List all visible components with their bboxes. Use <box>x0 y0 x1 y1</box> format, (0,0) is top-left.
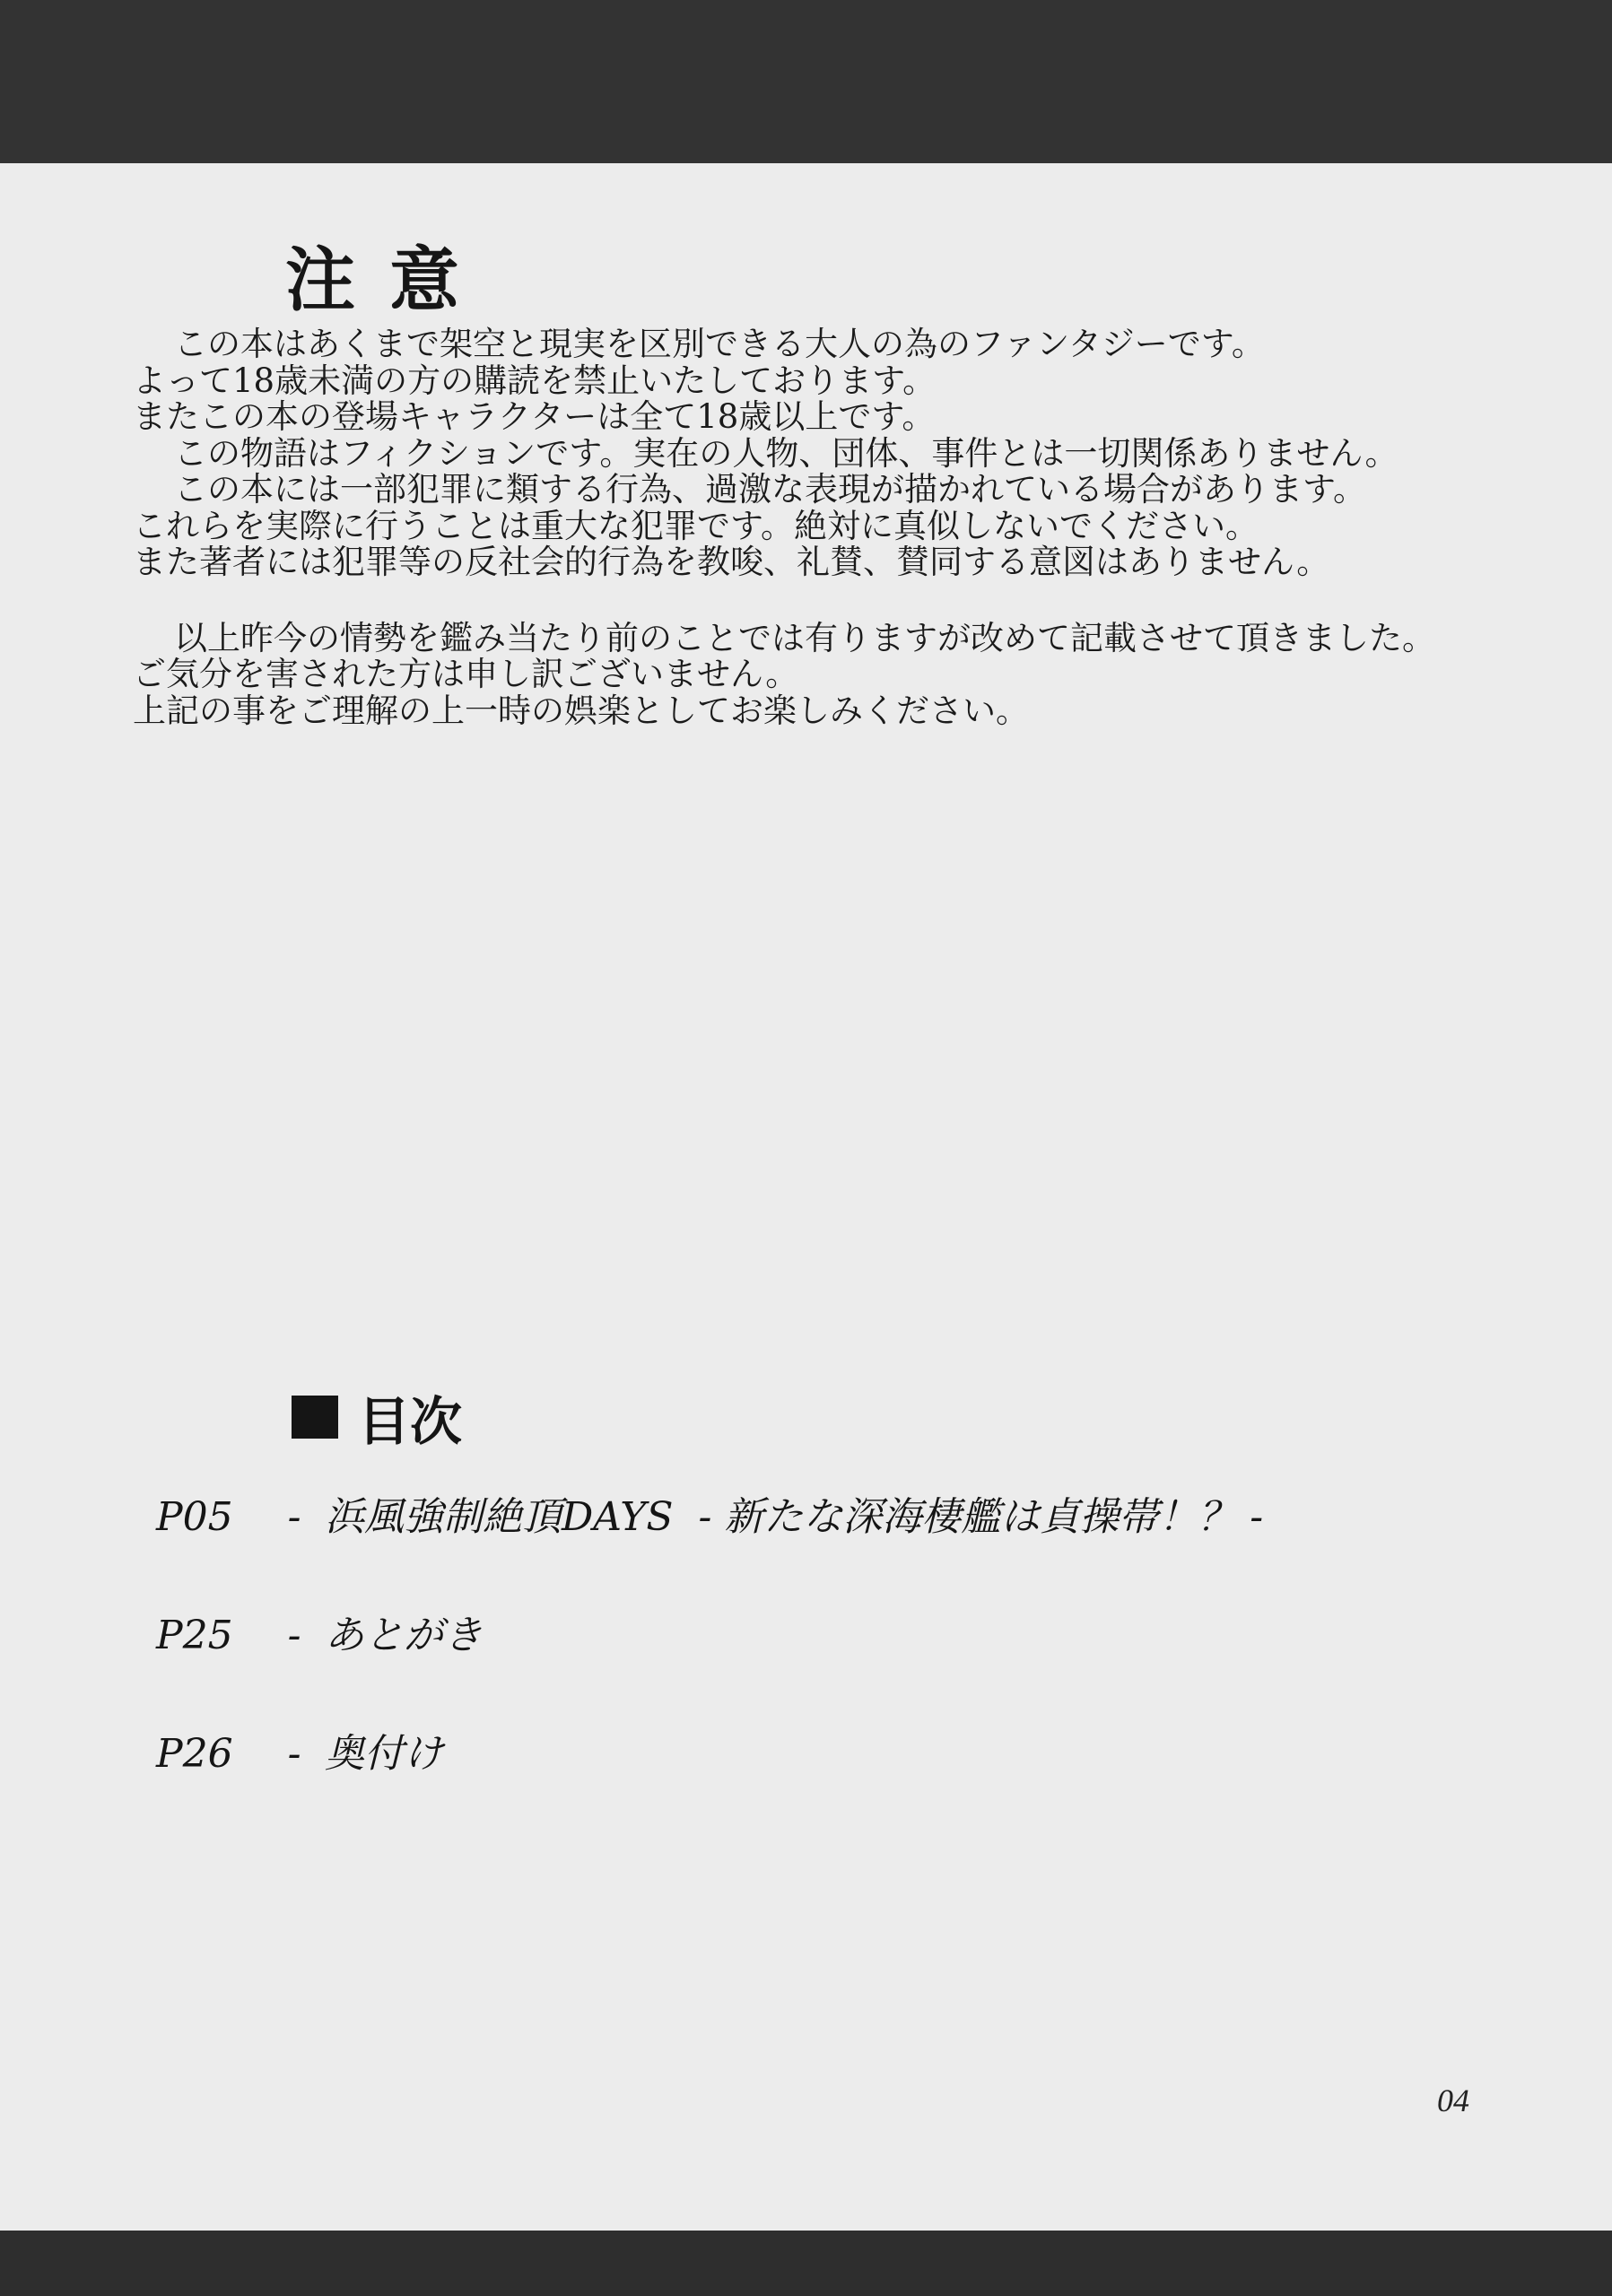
notice-line: ご気分を害された方は申し訳ございません。 <box>133 655 799 693</box>
toc-list <box>156 1491 1263 1846</box>
toc-heading <box>292 1379 462 1455</box>
toc-title: 浜風強制絶頂DAYS <box>325 1494 674 1540</box>
toc-page-number: P25 <box>156 1613 233 1658</box>
toc-entry <box>156 1491 1263 1609</box>
toc-dash: - <box>287 1613 301 1658</box>
toc-dash: - <box>287 1731 301 1777</box>
toc-title: あとがき <box>325 1613 483 1658</box>
page-number: 04 <box>1437 2083 1469 2118</box>
toc-entry <box>156 1727 1263 1846</box>
notice-title: 注意 <box>285 239 494 321</box>
top-scan-border <box>0 0 1612 163</box>
paragraph-gap <box>133 581 1532 621</box>
toc-dash: - <box>287 1494 301 1540</box>
toc-subtitle: - 新たな深海棲艦は貞操帯！？ - <box>698 1494 1264 1540</box>
notice-line: 以上昨今の情勢を鑑み当たり前のことでは有りますが改めて記載させて頂きました。 <box>174 618 1435 657</box>
bottom-scan-border <box>0 2231 1612 2296</box>
notice-line: この物語はフィクションです。実在の人物、団体、事件とは一切関係ありません。 <box>174 433 1399 473</box>
toc-page-number: P26 <box>156 1731 233 1777</box>
notice-line: またこの本の登場キャラクターは全て18歳以上です。 <box>133 397 936 436</box>
toc-entry <box>156 1609 1263 1727</box>
notice-line: また著者には犯罪等の反社会的行為を教唆、礼賛、賛同する意図はありません。 <box>133 543 1330 581</box>
toc-title: 奥付け <box>325 1731 443 1777</box>
notice-line: 上記の事をご理解の上一時の娯楽としてお楽しみください。 <box>133 691 1029 730</box>
notice-line: この本はあくまで架空と現実を区別できる大人の為のファンタジーです。 <box>174 325 1265 363</box>
notice-body <box>133 326 1532 729</box>
notice-line: これらを実際に行うことは重大な犯罪です。絶対に真似しないでください。 <box>133 506 1259 545</box>
toc-heading-label: 目次 <box>358 1391 463 1452</box>
notice-line: よって18歳未満の方の購読を禁止いたしております。 <box>133 361 937 400</box>
toc-page-number: P05 <box>156 1494 233 1540</box>
black-square-icon <box>292 1396 338 1439</box>
notice-line: この本には一部犯罪に類する行為、過激な表現が描かれている場合があります。 <box>174 470 1367 509</box>
